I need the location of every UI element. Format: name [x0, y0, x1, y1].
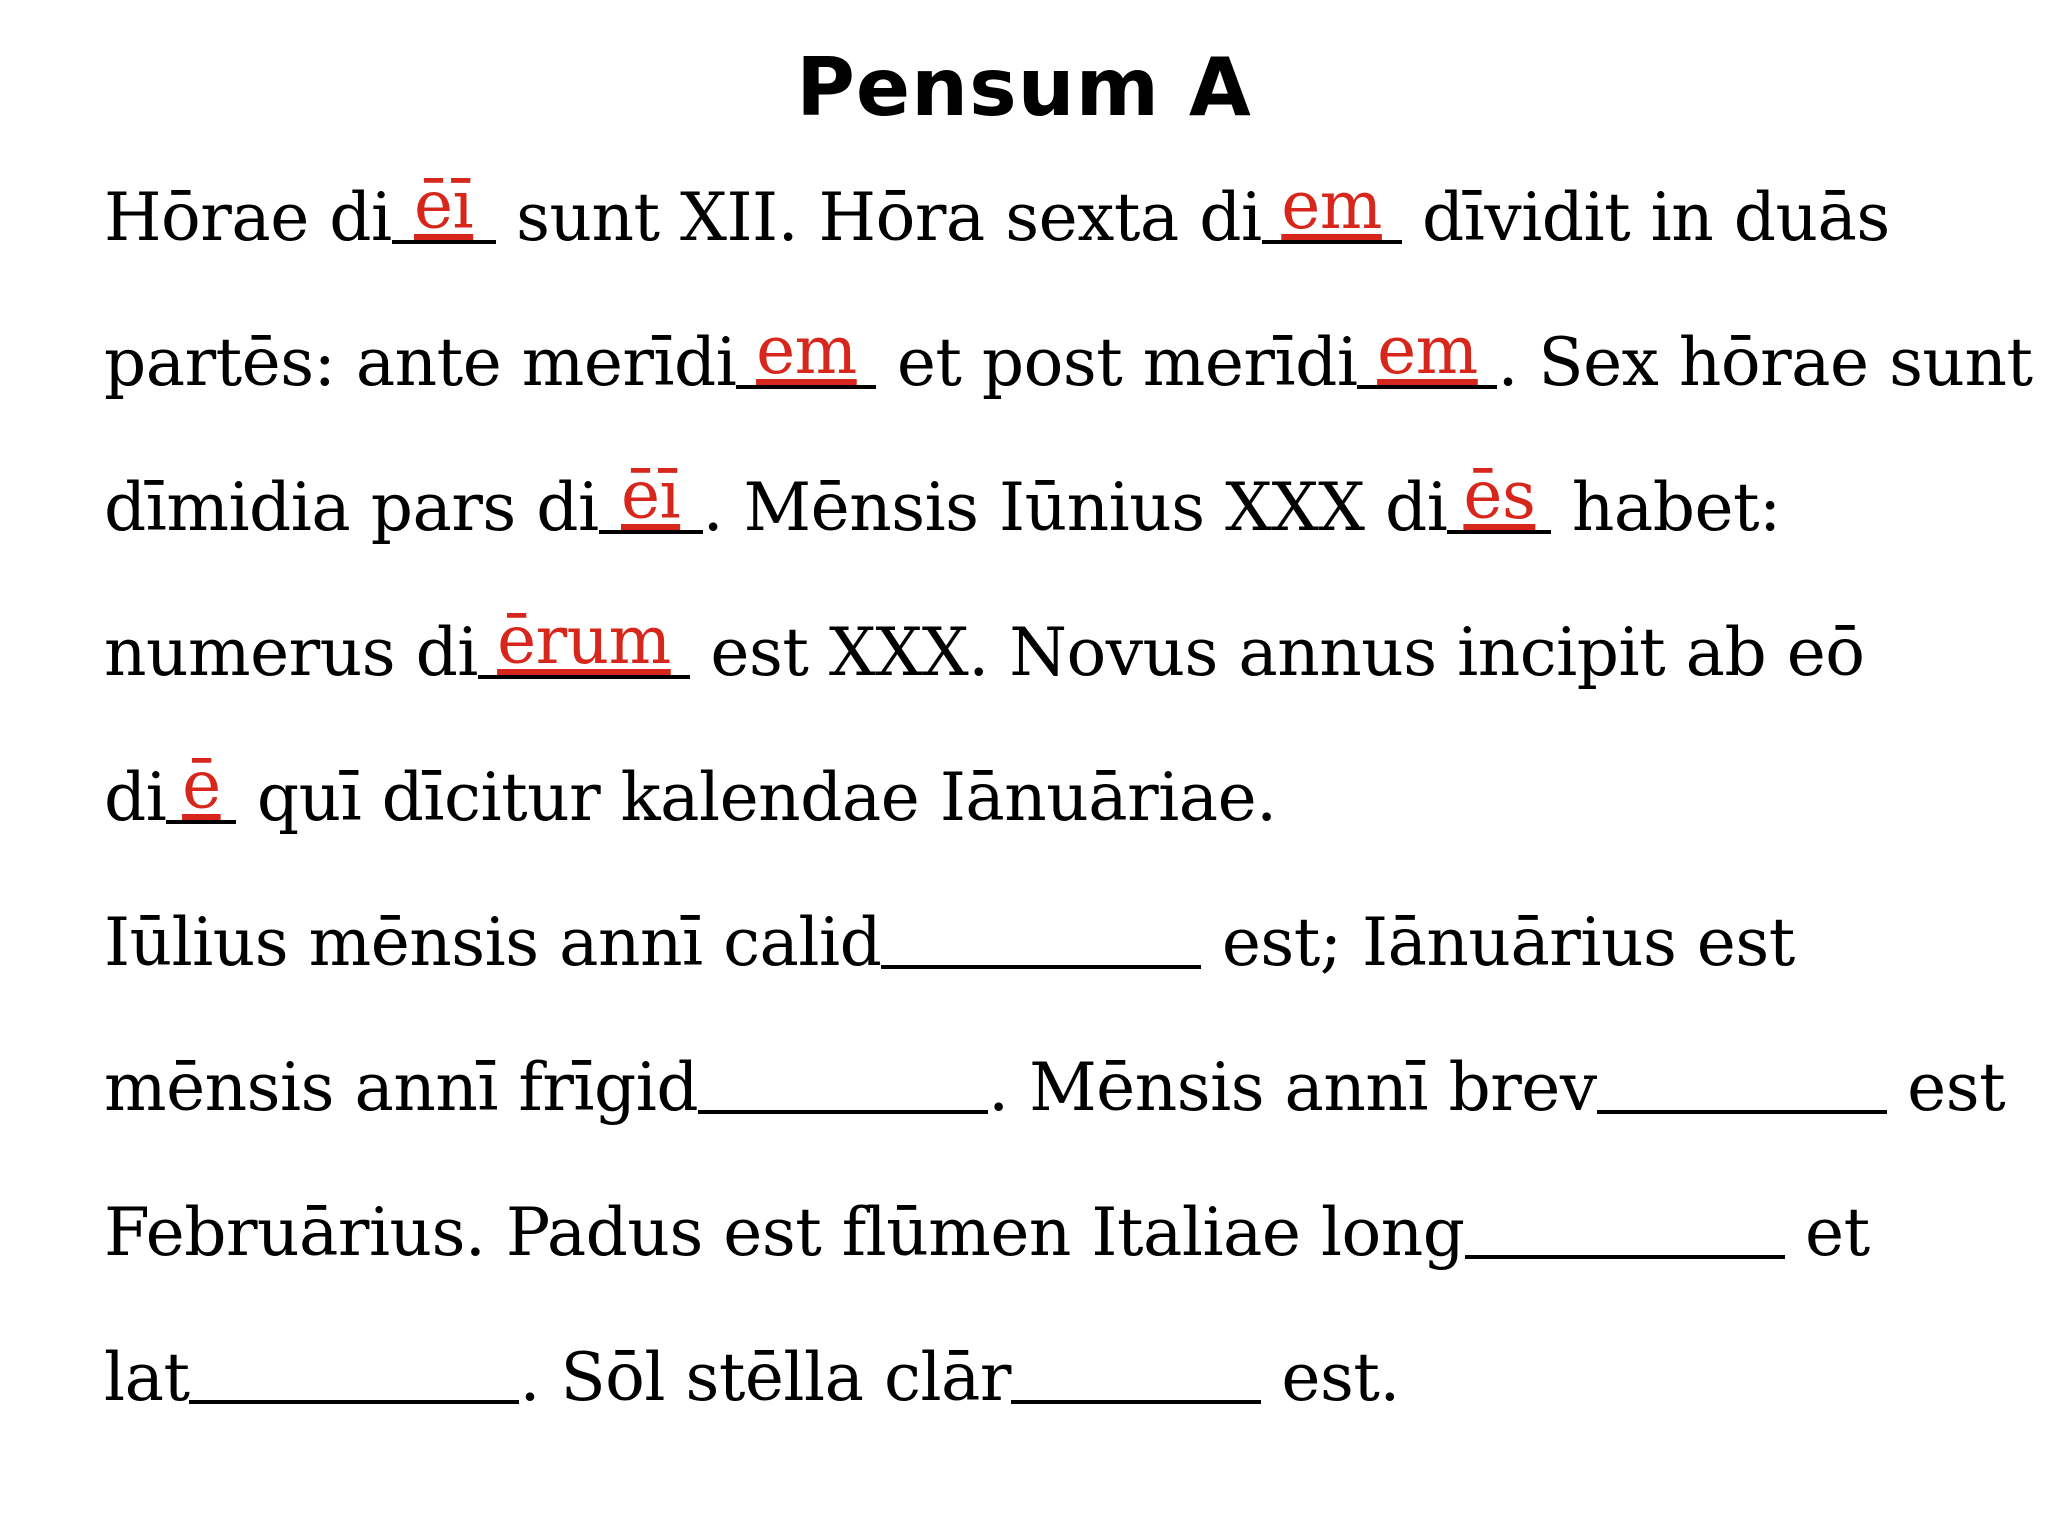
answer-text: em	[756, 312, 857, 389]
text-segment: quī dīcitur kalendae Iānuāriae.	[236, 759, 1277, 836]
answer-text: ēs	[1463, 457, 1536, 534]
answer-blank[interactable]	[1262, 167, 1402, 244]
answer-blank-empty[interactable]	[698, 1048, 988, 1114]
answer-blank-empty[interactable]	[1011, 1338, 1261, 1404]
text-line	[104, 1048, 2005, 1128]
text-line	[104, 167, 1890, 258]
answer-text: em	[1281, 167, 1382, 244]
answer-text: ēī	[621, 457, 681, 534]
text-segment: est XXX. Novus annus incipit ab eō	[689, 614, 1865, 691]
answer-blank-empty[interactable]	[881, 903, 1201, 969]
answer-text: em	[1377, 312, 1478, 389]
answer-blank[interactable]	[392, 167, 496, 244]
answer-blank[interactable]	[599, 457, 703, 534]
text-segment: sunt XII. Hōra sexta di	[495, 179, 1262, 256]
text-segment: habet:	[1551, 469, 1781, 546]
answer-blank-empty[interactable]	[189, 1338, 519, 1404]
answer-blank[interactable]	[1357, 312, 1497, 389]
text-segment: . Sex hōrae sunt	[1497, 324, 2033, 401]
text-segment: . Mēnsis annī brev	[988, 1049, 1597, 1126]
text-segment: numerus di	[104, 614, 478, 691]
text-segment: partēs: ante merīdi	[104, 324, 737, 401]
answer-blank[interactable]	[478, 602, 690, 679]
text-segment: Februārius. Padus est flūmen Italiae long	[104, 1194, 1465, 1271]
answer-text: ērum	[497, 602, 671, 679]
text-segment: . Sōl stēlla clār	[519, 1339, 1011, 1416]
text-segment: Iūlius mēnsis annī calid	[104, 904, 882, 981]
answer-text: ēī	[414, 167, 474, 244]
answer-blank-empty[interactable]	[1465, 1193, 1785, 1259]
text-segment: est; Iānuārius est	[1201, 904, 1795, 981]
text-line	[104, 602, 1865, 693]
text-line	[104, 1193, 1870, 1273]
text-segment: est.	[1260, 1339, 1400, 1416]
answer-blank-empty[interactable]	[1597, 1048, 1887, 1114]
page-title: Pensum A	[796, 41, 1252, 134]
text-segment: lat	[104, 1339, 190, 1416]
answer-blank[interactable]	[166, 747, 236, 824]
text-segment: et post merīdi	[876, 324, 1358, 401]
text-line	[104, 1338, 1400, 1418]
text-segment: dīmidia pars di	[104, 469, 599, 546]
answer-blank[interactable]	[1447, 457, 1551, 534]
text-line	[104, 312, 2033, 403]
text-segment: dīvidit in duās	[1401, 179, 1890, 256]
text-segment: est	[1886, 1049, 2006, 1126]
text-line	[104, 903, 1795, 983]
text-segment: mēnsis annī frīgid	[104, 1049, 699, 1126]
answer-text: ē	[182, 747, 221, 824]
text-line	[104, 747, 1277, 838]
text-segment: Hōrae di	[104, 179, 392, 256]
text-segment: di	[104, 759, 167, 836]
text-segment: et	[1784, 1194, 1870, 1271]
answer-blank[interactable]	[736, 312, 876, 389]
text-line	[104, 457, 1781, 548]
text-segment: . Mēnsis Iūnius XXX di	[702, 469, 1448, 546]
